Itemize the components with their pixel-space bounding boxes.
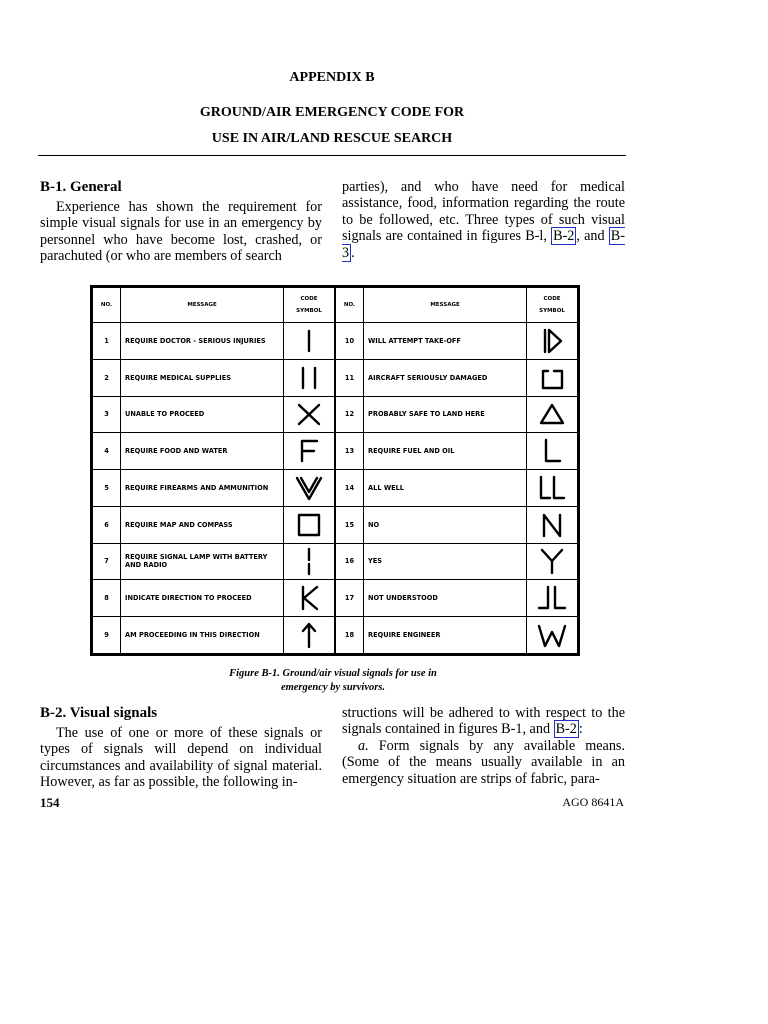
signal-message: REQUIRE MAP AND COMPASS <box>121 506 284 543</box>
page-number: 154 <box>40 795 60 810</box>
signal-message: NO <box>364 506 527 543</box>
header-message-right: MESSAGE <box>364 288 527 323</box>
signal-symbol-F-icon <box>284 433 335 470</box>
section-b2-right-text: structions will be adhered to with respect to the signals contained in figures B-1, and B-2 : <box>342 705 625 738</box>
link-figure-b2-second[interactable]: B-2 <box>555 721 577 738</box>
table-row <box>93 396 578 433</box>
signal-message: REQUIRE ENGINEER <box>364 617 527 654</box>
header-no-right: NO. <box>335 288 364 323</box>
signal-message: REQUIRE DOCTOR - SERIOUS INJURIES <box>121 323 284 360</box>
title-line-2: USE IN AIR/LAND RESCUE SEARCH <box>211 131 453 146</box>
signal-number: 1 <box>93 323 121 360</box>
table-row <box>93 359 578 396</box>
signal-message: INDICATE DIRECTION TO PROCEED <box>121 580 284 617</box>
section-b1-heading: B-1. General <box>40 179 122 195</box>
table-body <box>93 323 578 654</box>
signal-symbol-LL-icon <box>527 470 578 507</box>
signal-number: 14 <box>335 470 364 507</box>
signal-message: ALL WELL <box>364 470 527 507</box>
signal-message: REQUIRE SIGNAL LAMP WITH BATTERY AND RADIO <box>121 543 284 580</box>
link-figure-b2[interactable]: B-2 <box>553 228 575 245</box>
signal-number: 17 <box>335 580 364 617</box>
section-b1-left-column <box>40 199 322 265</box>
signal-message: AIRCRAFT SERIOUSLY DAMAGED <box>364 359 527 396</box>
section-b2-right-column <box>342 705 625 787</box>
signal-symbol-square-icon <box>284 506 335 543</box>
table-header-row <box>93 288 578 323</box>
appendix-label: APPENDIX B <box>289 70 375 85</box>
document-id: AGO 8641A <box>562 795 624 809</box>
signal-message: REQUIRE FIREARMS AND AMMUNITION <box>121 470 284 507</box>
header-message-left: MESSAGE <box>121 288 284 323</box>
figure-caption <box>90 667 576 695</box>
section-b1-left-text: Experience has shown the requirement for simple visual signals for use in an emergency by personnel who have become lost, crashed, or parachuted (or who are members of search <box>40 199 322 265</box>
signal-number: 7 <box>93 543 121 580</box>
signal-number: 13 <box>335 433 364 470</box>
signal-symbol-X-icon <box>284 396 335 433</box>
signal-message: PROBABLY SAFE TO LAND HERE <box>364 396 527 433</box>
signal-symbol-arrow-up-icon <box>284 617 335 654</box>
signal-message: WILL ATTEMPT TAKE-OFF <box>364 323 527 360</box>
table-row <box>93 543 578 580</box>
table-row <box>93 433 578 470</box>
signal-message: UNABLE TO PROCEED <box>121 396 284 433</box>
section-b2-left-text: The use of one or more of these signals or types of signals will depend on individual circumstances and availability of signal material. However, as far as possible, the following in- <box>40 725 322 791</box>
header-code-symbol-left: CODE SYMBOL <box>284 288 335 323</box>
signal-symbol-triangle-right-icon <box>527 323 578 360</box>
signal-message: NOT UNDERSTOOD <box>364 580 527 617</box>
section-b2-item-a: a. Form signals by any available means. (Some of the means usually available in an emergency situation are strips of fabric, para- <box>342 737 625 787</box>
table-row <box>93 323 578 360</box>
signal-number: 3 <box>93 396 121 433</box>
signal-symbol-broken-bar-icon <box>284 543 335 580</box>
link-figure-b3[interactable]: B-3 <box>342 228 625 261</box>
title-line-1: GROUND/AIR EMERGENCY CODE FOR <box>199 105 465 120</box>
signal-message: REQUIRE FUEL AND OIL <box>364 433 527 470</box>
signal-symbol-Y-icon <box>527 543 578 580</box>
section-b2-left-column <box>40 725 322 791</box>
signal-symbol-W-icon <box>527 617 578 654</box>
signal-message: REQUIRE FOOD AND WATER <box>121 433 284 470</box>
signal-number: 8 <box>93 580 121 617</box>
signal-symbol-triangle-up-icon <box>527 396 578 433</box>
signal-number: 15 <box>335 506 364 543</box>
signal-number: 6 <box>93 506 121 543</box>
signal-number: 4 <box>93 433 121 470</box>
table-row <box>93 580 578 617</box>
header-rule <box>38 155 626 156</box>
header-no-left: NO. <box>93 288 121 323</box>
signal-symbol-K-icon <box>284 580 335 617</box>
signal-message: AM PROCEEDING IN THIS DIRECTION <box>121 617 284 654</box>
signal-message: YES <box>364 543 527 580</box>
table-row <box>93 506 578 543</box>
table-row <box>93 470 578 507</box>
figure-caption-line-1: Figure B-1. Ground/air visual signals for use in <box>229 668 437 679</box>
signal-symbol-L-icon <box>527 433 578 470</box>
signal-number: 10 <box>335 323 364 360</box>
signal-symbol-N-icon <box>527 506 578 543</box>
signal-message: REQUIRE MEDICAL SUPPLIES <box>121 359 284 396</box>
signal-number: 18 <box>335 617 364 654</box>
figure-caption-line-2: emergency by survivors. <box>280 682 386 693</box>
signal-symbol-double-v-icon <box>284 470 335 507</box>
signal-number: 16 <box>335 543 364 580</box>
signal-symbol-bar-2-icon <box>284 359 335 396</box>
section-b2-heading: B-2. Visual signals <box>40 705 158 721</box>
signal-symbol-square-open-icon <box>527 359 578 396</box>
section-b1-right-column <box>342 179 625 261</box>
signal-number: 5 <box>93 470 121 507</box>
signal-symbol-bar-1-icon <box>284 323 335 360</box>
header-code-symbol-right: CODE SYMBOL <box>527 288 578 323</box>
signal-symbol-JL-icon <box>527 580 578 617</box>
signal-number: 12 <box>335 396 364 433</box>
table-row <box>93 617 578 654</box>
signal-number: 9 <box>93 617 121 654</box>
signal-number: 2 <box>93 359 121 396</box>
signal-number: 11 <box>335 359 364 396</box>
section-b1-right-text: parties), and who have need for medical assistance, food, information regarding the route to be followed, etc. Three types of such visual signals are contained in figures B-l, B-2 , and B-3 . <box>342 179 625 261</box>
figure-b1-table <box>90 285 580 656</box>
